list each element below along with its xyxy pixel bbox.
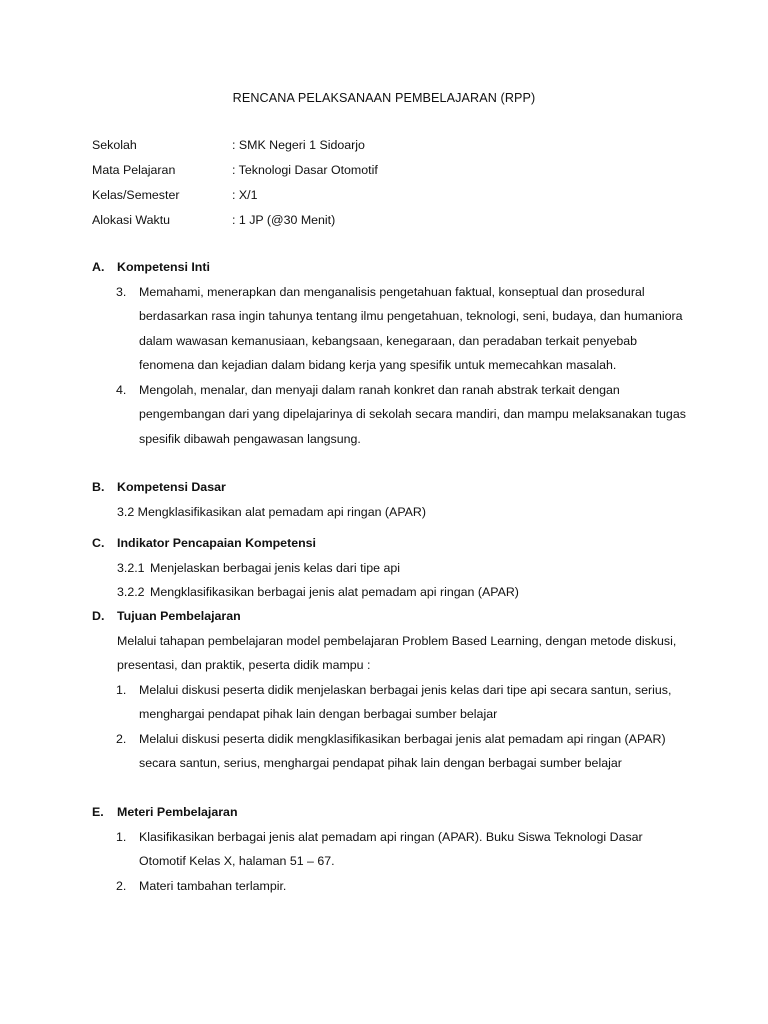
- indicator-item: [92, 580, 692, 605]
- basic-competency-text: 3.2 Mengklasifikasikan alat pemadam api ringan (APAR): [117, 504, 426, 519]
- list-text: Mengolah, menalar, dan menyaji dalam ranah konkret dan ranah abstrak terkait dengan pengembangan dari yang dipelajarinya di sekolah secara mandiri, dan mampu melaksanakan tugas spesifik dibawah pengawasan langsung.: [139, 382, 686, 446]
- section-letter: D.: [92, 609, 105, 623]
- objectives-intro: Melalui tahapan pembelajaran model pembelajaran Problem Based Learning, dengan metode diskusi, presentasi, dan praktik, peserta didik mampu :: [117, 633, 677, 672]
- list-text: Materi tambahan terlampir.: [139, 878, 287, 893]
- list-item: [92, 678, 692, 727]
- list-number: 3.: [116, 284, 127, 299]
- section-heading-text: Kompetensi Dasar: [117, 480, 226, 494]
- competency-core-list: [92, 280, 692, 452]
- list-number: 1.: [116, 682, 127, 697]
- section-heading: [92, 531, 692, 556]
- list-item: [92, 378, 692, 452]
- section-learning-material: [92, 800, 692, 898]
- identity-value: : X/1: [232, 188, 258, 202]
- section-letter: A.: [92, 260, 105, 274]
- section-learning-objectives: [92, 604, 692, 776]
- objectives-list: [92, 678, 692, 776]
- document-title: RENCANA PELAKSANAAN PEMBELAJARAN (RPP): [232, 91, 536, 105]
- list-number: 2.: [116, 731, 127, 746]
- list-item: [92, 874, 692, 899]
- identity-block: [92, 133, 378, 233]
- list-number: 2.: [116, 878, 127, 893]
- indicator-text: Menjelaskan berbagai jenis kelas dari tipe api: [150, 560, 401, 575]
- section-indicators: [92, 531, 692, 605]
- section-heading: [92, 475, 692, 500]
- section-heading-text: Indikator Pencapaian Kompetensi: [117, 536, 316, 550]
- identity-label: Alokasi Waktu: [92, 213, 171, 227]
- list-item: [92, 280, 692, 378]
- identity-row-school: [92, 133, 378, 158]
- identity-label: Mata Pelajaran: [92, 163, 176, 177]
- identity-row-subject: [92, 158, 378, 183]
- identity-value: : 1 JP (@30 Menit): [232, 213, 336, 227]
- list-number: 1.: [116, 829, 127, 844]
- list-text: Memahami, menerapkan dan menganalisis pengetahuan faktual, konseptual dan prosedural berdasarkan rasa ingin tahunya tentang ilmu pengetahuan, teknologi, seni, budaya, dan humaniora dalam wawasan kemanusiaan, kebangsaan, kenegaraan, dan peradaban terkait penyebab fenomena dan kejadian dalam bidang kerja yang spesifik untuk memecahkan masalah.: [139, 284, 683, 372]
- identity-row-time: [92, 208, 378, 233]
- section-letter: E.: [92, 805, 104, 819]
- list-number: 4.: [116, 382, 127, 397]
- material-list: [92, 825, 692, 899]
- identity-value: : Teknologi Dasar Otomotif: [232, 163, 378, 177]
- section-letter: C.: [92, 536, 105, 550]
- list-item: [92, 727, 692, 776]
- section-letter: B.: [92, 480, 105, 494]
- section-heading: [92, 255, 692, 280]
- indicator-number: 3.2.1: [117, 560, 145, 575]
- identity-value: : SMK Negeri 1 Sidoarjo: [232, 138, 365, 152]
- section-competency-core: [92, 255, 692, 451]
- section-heading-text: Tujuan Pembelajaran: [117, 609, 241, 623]
- section-heading-text: Meteri Pembelajaran: [117, 805, 238, 819]
- indicator-item: [92, 556, 692, 581]
- indicator-text: Mengklasifikasikan berbagai jenis alat pemadam api ringan (APAR): [150, 585, 519, 599]
- section-heading: [92, 800, 692, 825]
- list-text: Melalui diskusi peserta didik menjelaskan berbagai jenis kelas dari tipe api secara santun, serius, menghargai pendapat pihak lain dengan berbagai sumber belajar: [139, 682, 672, 721]
- list-text: Melalui diskusi peserta didik mengklasifikasikan berbagai jenis alat pemadam api ringan (APAR) secara santun, serius, menghargai pendapat pihak lain dengan berbagai sumber belajar: [139, 731, 666, 770]
- list-item: [92, 825, 692, 874]
- list-text: Klasifikasikan berbagai jenis alat pemadam api ringan (APAR). Buku Siswa Teknologi Dasar Otomotif Kelas X, halaman 51 – 67.: [139, 829, 643, 868]
- indicator-number: 3.2.2: [117, 585, 145, 599]
- section-heading: [92, 604, 692, 629]
- identity-row-class: [92, 183, 378, 208]
- identity-label: Sekolah: [92, 138, 137, 152]
- section-heading-text: Kompetensi Inti: [117, 260, 210, 274]
- identity-label: Kelas/Semester: [92, 188, 180, 202]
- section-basic-competency: [92, 475, 692, 524]
